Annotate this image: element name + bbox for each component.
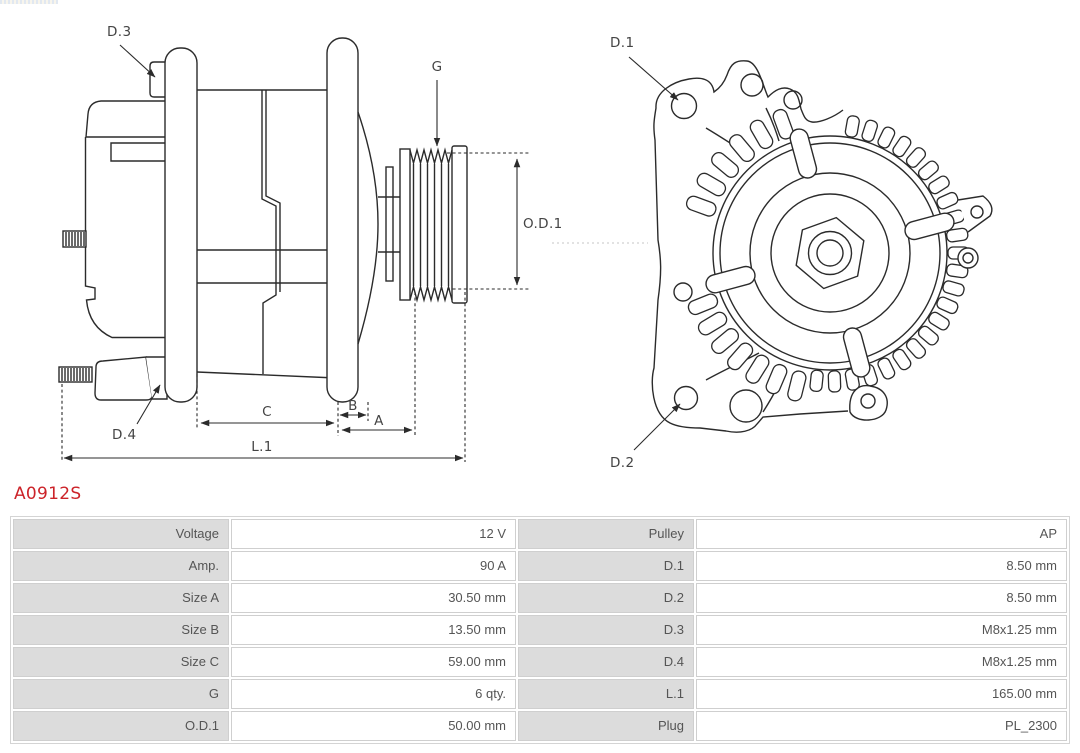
spec-label: L.1 <box>518 679 694 709</box>
spec-row <box>13 615 1067 645</box>
spec-label: D.3 <box>518 615 694 645</box>
spec-value: 30.50 mm <box>231 583 516 613</box>
label-od1: O.D.1 <box>523 216 563 232</box>
spec-value: 12 V <box>231 519 516 549</box>
front-mounting-ear <box>327 38 358 402</box>
spec-value: 6 qty. <box>231 679 516 709</box>
spec-value: 90 A <box>231 551 516 581</box>
spec-label: Voltage <box>13 519 229 549</box>
spec-label: Size C <box>13 647 229 677</box>
front-view-drawing <box>652 61 992 432</box>
spec-value: M8x1.25 mm <box>696 647 1067 677</box>
label-d3: D.3 <box>107 24 132 40</box>
spec-value: 165.00 mm <box>696 679 1067 709</box>
terminal-stud-lower <box>59 367 92 382</box>
spec-value: AP <box>696 519 1067 549</box>
spec-label: Size B <box>13 615 229 645</box>
spec-row <box>13 519 1067 549</box>
spec-label: Size A <box>13 583 229 613</box>
spec-value: 8.50 mm <box>696 583 1067 613</box>
spec-value: 13.50 mm <box>231 615 516 645</box>
spec-value: PL_2300 <box>696 711 1067 741</box>
spec-row <box>13 583 1067 613</box>
spec-row <box>13 551 1067 581</box>
spec-label: Pulley <box>518 519 694 549</box>
label-d1: D.1 <box>610 35 635 51</box>
spec-row <box>13 647 1067 677</box>
rear-mounting-ear <box>165 48 197 402</box>
spec-value: 50.00 mm <box>231 711 516 741</box>
terminal-stud-upper <box>63 231 86 247</box>
spec-table <box>10 516 1070 744</box>
side-view-drawing <box>59 38 467 402</box>
label-g: G <box>431 59 443 75</box>
pulley <box>400 146 467 303</box>
part-number: A0912S <box>14 484 82 504</box>
spec-row <box>13 711 1067 741</box>
spec-label: Amp. <box>13 551 229 581</box>
label-a: A <box>374 413 384 429</box>
spec-value: 59.00 mm <box>231 647 516 677</box>
label-d4: D.4 <box>112 427 137 443</box>
spec-value: M8x1.25 mm <box>696 615 1067 645</box>
spec-label: D.4 <box>518 647 694 677</box>
spec-label: O.D.1 <box>13 711 229 741</box>
spec-value: 8.50 mm <box>696 551 1067 581</box>
label-b: B <box>348 398 358 414</box>
label-c: C <box>262 404 272 420</box>
spec-label: D.2 <box>518 583 694 613</box>
spec-row <box>13 679 1067 709</box>
spec-label: D.1 <box>518 551 694 581</box>
label-l1: L.1 <box>251 439 273 455</box>
spec-label: Plug <box>518 711 694 741</box>
spec-label: G <box>13 679 229 709</box>
spec-tables <box>10 516 1070 744</box>
label-d2: D.2 <box>610 455 635 471</box>
